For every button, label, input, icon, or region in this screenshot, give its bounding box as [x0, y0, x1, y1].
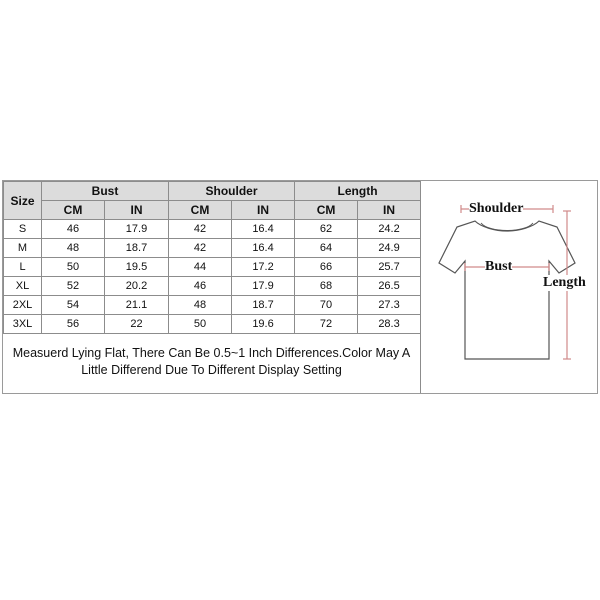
bust-cm-cell: 54 — [42, 296, 105, 315]
length-label: Length — [543, 275, 586, 290]
length-cm-cell: 66 — [295, 258, 358, 277]
length-in-header: IN — [358, 201, 421, 220]
table-row — [4, 258, 421, 277]
shoulder-cm-cell: 42 — [169, 220, 232, 239]
length-cm-cell: 72 — [295, 315, 358, 334]
bust-in-cell: 19.5 — [105, 258, 169, 277]
shoulder-cm-cell: 42 — [169, 239, 232, 258]
table-row — [4, 277, 421, 296]
size-cell: 2XL — [4, 296, 42, 315]
tshirt-collar — [481, 223, 533, 231]
shoulder-in-cell: 18.7 — [232, 296, 295, 315]
bust-in-cell: 22 — [105, 315, 169, 334]
bust-cm-cell: 56 — [42, 315, 105, 334]
bust-in-cell: 17.9 — [105, 220, 169, 239]
length-in-cell: 26.5 — [358, 277, 421, 296]
bust-label: Bust — [485, 259, 513, 274]
size-cell: XL — [4, 277, 42, 296]
length-in-cell: 27.3 — [358, 296, 421, 315]
shoulder-in-cell: 19.6 — [232, 315, 295, 334]
length-in-cell: 25.7 — [358, 258, 421, 277]
measurement-note — [3, 345, 420, 379]
length-in-cell: 28.3 — [358, 315, 421, 334]
bust-cm-cell: 52 — [42, 277, 105, 296]
size-header: Size — [4, 182, 42, 220]
shoulder-label: Shoulder — [469, 201, 524, 216]
shoulder-in-header: IN — [232, 201, 295, 220]
shoulder-cm-header: CM — [169, 201, 232, 220]
size-chart — [2, 180, 598, 394]
shoulder-in-cell: 17.2 — [232, 258, 295, 277]
size-table — [3, 181, 421, 334]
length-in-cell: 24.2 — [358, 220, 421, 239]
shoulder-in-cell: 17.9 — [232, 277, 295, 296]
size-cell: L — [4, 258, 42, 277]
bust-header: Bust — [42, 182, 169, 201]
tshirt-diagram — [421, 181, 597, 393]
table-row — [4, 220, 421, 239]
table-row — [4, 239, 421, 258]
bust-cm-cell: 50 — [42, 258, 105, 277]
shoulder-cm-cell: 44 — [169, 258, 232, 277]
table-row — [4, 296, 421, 315]
bust-in-cell: 18.7 — [105, 239, 169, 258]
size-table-body — [4, 220, 421, 334]
length-header: Length — [295, 182, 421, 201]
length-cm-cell: 70 — [295, 296, 358, 315]
bust-in-cell: 20.2 — [105, 277, 169, 296]
bust-cm-cell: 46 — [42, 220, 105, 239]
shoulder-cm-cell: 50 — [169, 315, 232, 334]
note-line-1: Measuerd Lying Flat, There Can Be 0.5~1 Inch Differences.Color May A — [12, 346, 411, 360]
size-table-wrap — [3, 181, 420, 393]
shoulder-cm-cell: 48 — [169, 296, 232, 315]
bust-in-header: IN — [105, 201, 169, 220]
note-line-2: Little Differend Due To Different Display Setting — [81, 363, 342, 377]
length-cm-cell: 64 — [295, 239, 358, 258]
bust-cm-header: CM — [42, 201, 105, 220]
shoulder-cm-cell: 46 — [169, 277, 232, 296]
table-row — [4, 315, 421, 334]
size-cell: 3XL — [4, 315, 42, 334]
size-cell: S — [4, 220, 42, 239]
size-cell: M — [4, 239, 42, 258]
bust-cm-cell: 48 — [42, 239, 105, 258]
shoulder-header: Shoulder — [169, 182, 295, 201]
length-in-cell: 24.9 — [358, 239, 421, 258]
length-cm-cell: 68 — [295, 277, 358, 296]
length-cm-cell: 62 — [295, 220, 358, 239]
shoulder-in-cell: 16.4 — [232, 220, 295, 239]
length-cm-header: CM — [295, 201, 358, 220]
bust-in-cell: 21.1 — [105, 296, 169, 315]
shoulder-in-cell: 16.4 — [232, 239, 295, 258]
